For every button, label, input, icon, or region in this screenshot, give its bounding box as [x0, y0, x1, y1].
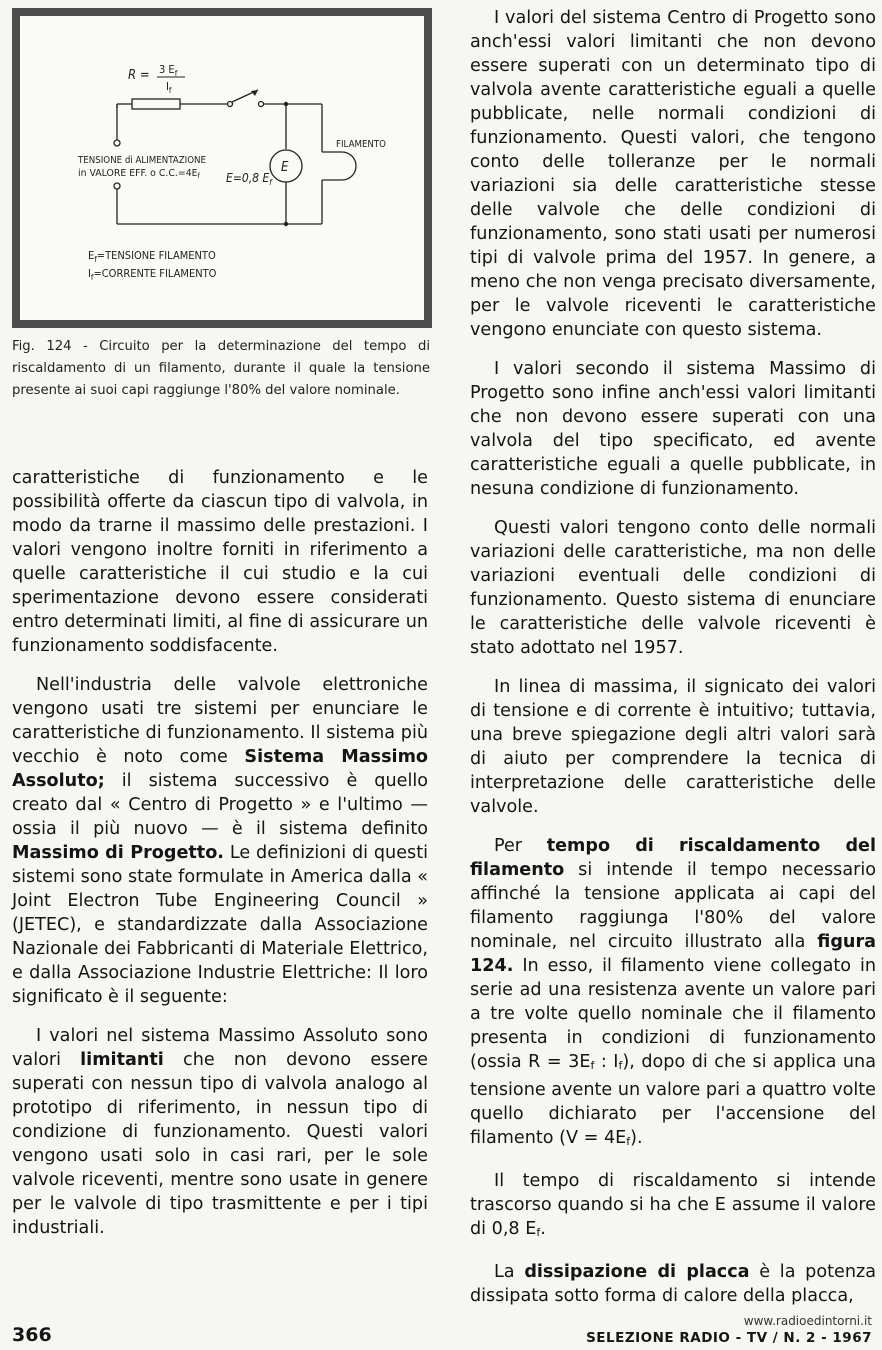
- legend-ef: E: [88, 249, 95, 262]
- supply-terminal-top: [114, 140, 120, 146]
- svg-text:Ef=TENSIONE FILAMENTO: $E_f=TENSIONE$ FILAMENTO: [88, 249, 216, 264]
- resistor-symbol: [132, 99, 180, 109]
- paragraph: Per tempo di riscaldamento del filamento si intende il tempo necessario affinché la tensione applicata ai capi del filamento raggiunga l'80% del valore nominale, nel circuito illustrato alla figura 124. In esso, il filamento viene collegato in serie ad una resistenza avente un valore pari a tre volte quello nominale che il filamento presenta in condizioni di funzionamento (ossia $R = 3E_f$ : $I_f$), dopo di che si applica una tensione avente un valore pari a quattro volte quello dichiarato per l'accensione del filamento $(V = 4E_f)$.: [470, 836, 876, 1148]
- formula-r-num: 3 E: [159, 63, 175, 76]
- paragraph: I valori secondo il sistema Massimo di Progetto sono infine anch'essi valori limitanti che non devono essere superati con una valvola del tipo specificato, ed avente caratteristiche eguali a quelle pubblicate, in nesuna condizione di funzionamento.: [470, 359, 876, 499]
- svg-text:If: $I_f$: [166, 80, 172, 95]
- circuit-diagram: [20, 16, 424, 320]
- svg-text:R =: [128, 68, 150, 83]
- svg-text:E=0,8 Ef: E=0,8 $E_f$: [226, 171, 272, 187]
- meter-label: E: [281, 160, 289, 175]
- e-value-label: E=0,8 E: [226, 171, 270, 185]
- figure-caption: Fig. 124 - Circuito per la determinazione del tempo di riscaldamento di un filamento, durante il quale la tensione presente ai suoi capi raggiunge l'80% del valore nominale.: [12, 339, 430, 398]
- right-column: [470, 6, 876, 1308]
- filament-symbol: [322, 152, 356, 180]
- supply-terminal-bottom: [114, 183, 120, 189]
- left-column: [12, 466, 428, 1240]
- svg-text:If=CORRENTE FILAMENTO: $I_f=CORRENTE$ FILAMENTO: [88, 267, 217, 282]
- paragraph: Nell'industria delle valvole elettroniche vengono usati tre sistemi per enunciare le caratteristiche di funzionamento. Il sistema più vecchio è noto come Sistema Massimo Assoluto; il sistema successivo è quello creato dal « Centro di Progetto » e l'ultimo — ossia il più nuovo — è il sistema definito Massimo di Progetto. Le definizioni di questi sistemi sono state formulate in America dalla « Joint Electron Tube Engineering Council » (JETEC), e standardizzate dalla Associazione Nazionale dei Fabbricanti di Materiale Elettrico, e dalla Associazione Industrie Elettriche: Il loro significato è il seguente:: [12, 675, 429, 1007]
- magazine-footer: SELEZIONE RADIO - TV / N. 2 - 1967: [586, 1330, 872, 1346]
- supply-label-2: in VALORE EFF. o C.C.=4E: [78, 168, 188, 179]
- circuit-figure: [12, 8, 432, 328]
- filament-label: FILAMENTO: [336, 139, 387, 150]
- legend-if: I: [88, 267, 91, 280]
- paragraph: I valori nel sistema Massimo Assoluto sono valori limitanti che non devono essere superati con nessun tipo di valvola analogo al prototipo di riferimento, in nessun tipo di condizione di funzionamento. Questi valori vengono usati solo in casi rari, per le sole valvole riceventi, mentre sono usate in genere per le valvole di tipo trasmittente e per i tipi industriali.: [12, 1026, 429, 1238]
- svg-text:in VALORE EFF. o C.C.=4Ef: in VALORE EFF. o C.C.=4E $_f$: [78, 168, 200, 180]
- formula-r-den: I: [166, 80, 169, 93]
- page-number: 366: [12, 1324, 52, 1346]
- paragraph: Questi valori tengono conto delle normali variazioni delle caratteristiche, ma non delle variazioni eventuali delle condizioni di funzionamento. Questo sistema di enunciare le caratteristiche delle valvole riceventi è stato adottato nel 1957.: [470, 518, 876, 658]
- paragraph: caratteristiche di funzionamento e le possibilità offerte da ciascun tipo di valvola, in modo da trarne il massimo delle prestazioni. I valori vengono inoltre forniti in riferimento a quelle caratteristiche il cui studio e la cui sperimentazione devono essere considerati entro determinati limiti, al fine di assicurare un funzionamento soddisfacente.: [12, 468, 428, 656]
- svg-text:3 Ef: 3 $E_f$: [159, 63, 178, 78]
- source-url: www.radioedintorni.it: [743, 1314, 872, 1328]
- formula-r-lhs: R =: [128, 68, 150, 83]
- supply-label-1: TENSIONE di ALIMENTAZIONE: [76, 155, 206, 166]
- paragraph: In linea di massima, il signicato dei valori di tensione e di corrente è intuitivo; tuttavia, una breve spiegazione degli altri valori sarà di aiuto per comprendere la tecnica di interpretazione delle caratteristiche delle valvole.: [470, 677, 876, 817]
- paragraph: I valori del sistema Centro di Progetto sono anch'essi valori limitanti che non devono essere superati con un determinato tipo di valvola avente caratteristiche eguali a quelle pubblicate, nelle normali condizioni di funzionamento. Questi valori, che tengono conto delle tolleranze per le normali variazioni sia delle caratteristiche stesse delle valvole che delle condizioni di funzionamento, sono stati usati per numerosi tipi di valvole prima del 1957. In genere, a meno che non venga precisato diversamente, per le valvole riceventi le caratteristiche vengono enunciate con questo sistema.: [470, 8, 876, 340]
- paragraph: Il tempo di riscaldamento si intende trascorso quando si ha che E assume il valore di 0,8 $E_f$.: [470, 1171, 876, 1239]
- paragraph: La dissipazione di placca è la potenza dissipata sotto forma di calore della placca,: [470, 1262, 877, 1306]
